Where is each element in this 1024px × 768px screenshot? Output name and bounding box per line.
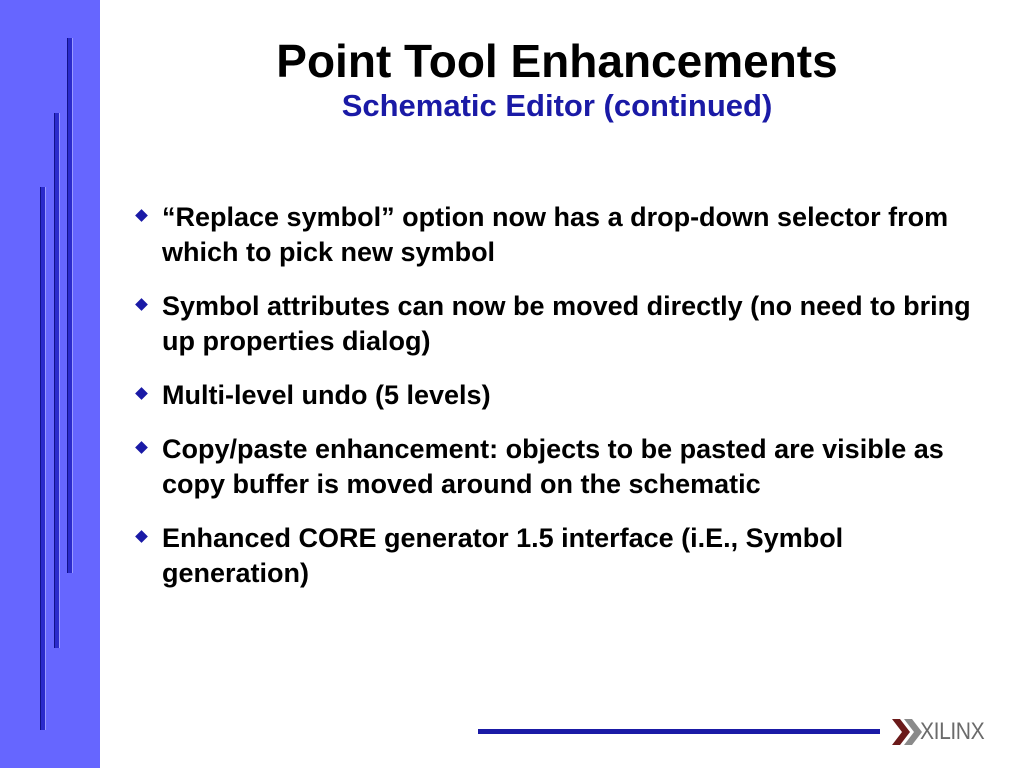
logo-text: XILINX (920, 718, 985, 745)
bullet-item (134, 432, 984, 502)
bullet-text: Symbol attributes can now be moved directly (no need to bring up properties dialog) (162, 291, 971, 356)
bullet-text: Multi-level undo (5 levels) (162, 380, 491, 410)
diamond-bullet-icon (135, 441, 148, 454)
xilinx-logo-icon (890, 715, 924, 749)
slide-title: Point Tool Enhancements (276, 35, 838, 87)
diamond-bullet-icon (135, 298, 148, 311)
bullet-list (134, 200, 984, 610)
sidebar-stripe (67, 38, 73, 573)
bullet-item (134, 289, 984, 359)
xilinx-logo (890, 714, 993, 750)
bullet-text: Enhanced CORE generator 1.5 interface (i.E., Symbol generation) (162, 523, 844, 588)
diamond-bullet-icon (135, 530, 148, 543)
slide-subtitle: Schematic Editor (continued) (341, 88, 773, 123)
bullet-item (134, 521, 984, 591)
sidebar-stripe (40, 187, 46, 730)
footer-divider (478, 729, 880, 734)
diamond-bullet-icon (135, 387, 148, 400)
bullet-item (134, 200, 984, 270)
bullet-text: Copy/paste enhancement: objects to be pasted are visible as copy buffer is moved around on the schematic (162, 434, 944, 499)
sidebar-stripe (54, 113, 60, 648)
sidebar-panel (0, 0, 100, 768)
bullet-text: “Replace symbol” option now has a drop-down selector from which to pick new symbol (162, 202, 949, 267)
bullet-item (134, 378, 984, 413)
diamond-bullet-icon (135, 209, 148, 222)
